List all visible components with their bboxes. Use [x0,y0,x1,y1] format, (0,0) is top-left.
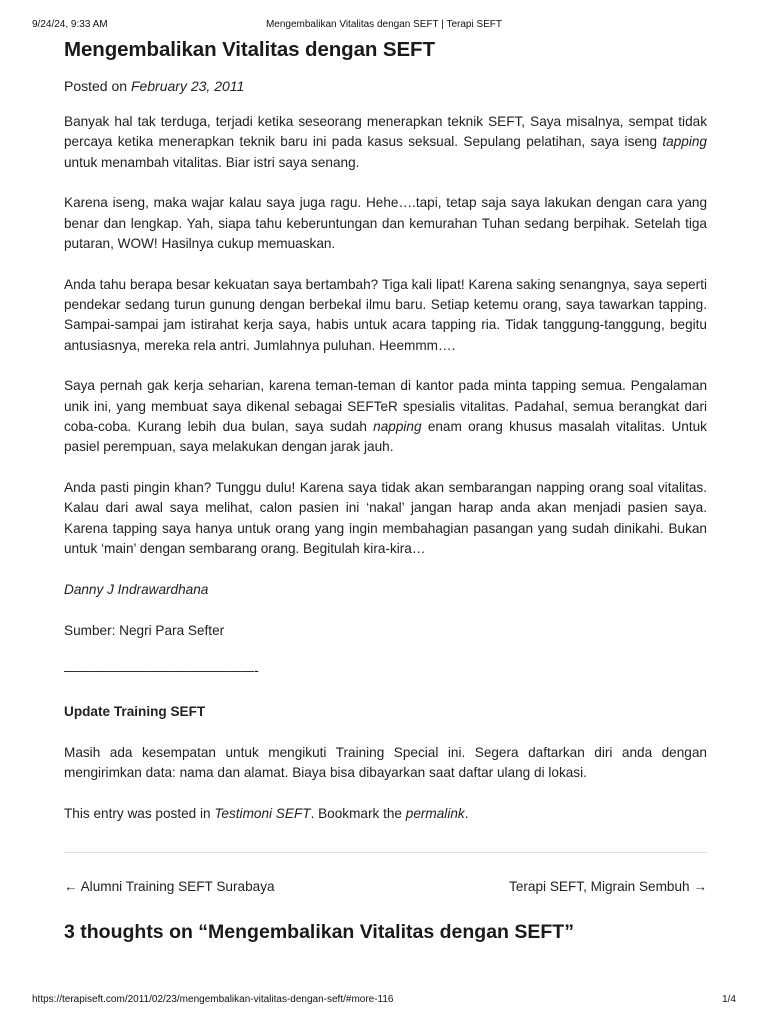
previous-post-link[interactable]: ← Alumni Training SEFT Surabaya [64,878,275,894]
comments-title: 3 thoughts on “Mengembalikan Vitalitas dengan SEFT” [64,920,574,943]
p4-emphasis: napping [373,419,422,435]
posted-prefix: Posted on [64,78,131,94]
meta-suffix: . [464,805,469,821]
permalink-link[interactable]: permalink [405,805,465,821]
paragraph-3: Anda tahu berapa besar kekuatan saya bertambah? Tiga kali lipat! Karena saking senangnya, saya seperti pendekar sedang turun gunung dengan berbekal ilmu baru. Setiap ketemu orang, saya tawarkan tapping. Sampai-sampai jam istirahat kerja saya, habis untuk acara tapping ria. Tidak tanggung-tanggung, begitu antusiasnya, mereka rela antri. Jumlahnya puluhan. Heemmm…. [64,276,707,353]
posted-on [64,76,707,96]
next-post-link[interactable]: Terapi SEFT, Migrain Sembuh → [509,878,707,894]
p4-text-b: enam orang khusus masalah vitalitas. Untuk pasiel perempuan, saya melakukan dengan jarak jauh. [64,419,707,455]
update-heading: Update Training SEFT [64,704,206,720]
meta-prefix: This entry was posted in [64,805,215,821]
p1-text-b: untuk menambah vitalitas. Biar istri saya senang. [64,154,360,170]
category-link[interactable]: Testimoni SEFT [214,805,311,821]
entry-title[interactable]: Mengembalikan Vitalitas dengan SEFT [64,38,435,61]
author-signature: Danny J Indrawardhana [64,581,209,597]
paragraph-4 [64,376,707,457]
paragraph-2: Karena iseng, maka wajar kalau saya juga ragu. Hehe….tapi, tetap saja saya lakukan dengan cara yang benar dan lengkap. Yah, siapa tahu keberuntungan dan kemurahan Tuhan sedang berpihak. Setelah tiga putaran, WOW! Hasilnya cukup memuaskan. [64,195,707,251]
print-url: https://terapiseft.com/2011/02/23/mengembalikan-vitalitas-dengan-seft/#more-116 [32,994,394,1005]
p4-text-a: Saya pernah gak kerja seharian, karena teman-teman di kantor pada minta tapping semua. Pengalaman unik ini, yang membuat saya dikenal sebagai SEFTeR spesialis vitalitas. Padahal, semua berangkat dari coba-coba. Kurang lebih dua bulan, saya sudah [64,378,707,435]
divider [64,852,707,853]
source-line: Sumber: Negri Para Sefter [64,622,225,638]
update-text: Masih ada kesempatan untuk mengikuti Training Special ini. Segera daftarkan diri anda dengan mengirimkan data: nama dan alamat. Biaya bisa dibayarkan saat daftar ulang di lokasi. [64,745,707,781]
print-page-number: 1/4 [722,994,736,1005]
p1-emphasis: tapping [662,134,707,150]
paragraph-5: Anda pasti pingin khan? Tunggu dulu! Karena saya tidak akan sembarangan napping orang soal vitalitas. Kalau dari awal saya melihat, calon pasien ini ‘nakal’ jangan harap anda akan menjadi pasien saya. Karena tapping saya hanya untuk orang yang ingin membahagian pasangan yang sudah dinikahi. Bukan untuk ‘main’ dengan sembarang orang. Begitulah kira-kira… [64,480,707,557]
separator-line: ——————————————- [64,663,259,679]
posted-date-link[interactable]: February 23, 2011 [130,78,245,94]
print-datetime: 9/24/24, 9:33 AM [32,19,108,30]
post-navigation [64,877,707,899]
entry-meta [64,804,707,824]
paragraph-1 [64,112,707,173]
meta-middle: . Bookmark the [310,805,406,821]
entry-body [64,112,707,784]
print-page-title: Mengembalikan Vitalitas dengan SEFT | Terapi SEFT [265,19,503,30]
p1-text-a: Banyak hal tak terduga, terjadi ketika seseorang menerapkan teknik SEFT, Saya misalnya, sempat tidak percaya ketika menerapkan teknik baru ini pada kasus seksual. Sepulang pelatihan, saya iseng [64,114,707,150]
article-content [64,36,707,945]
